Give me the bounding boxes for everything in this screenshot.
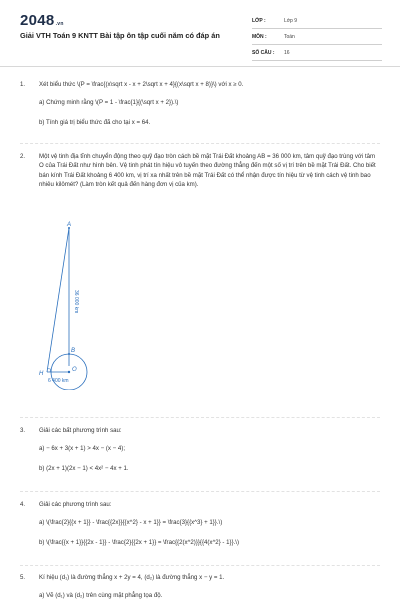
- divider: [20, 417, 380, 418]
- question-2: [20, 152, 380, 197]
- document-meta: [252, 15, 382, 63]
- question-number: 4.: [20, 501, 26, 508]
- satellite-diagram: [33, 220, 113, 390]
- label-h: H: [39, 371, 44, 377]
- question-text: Kí hiệu (d₁) là đường thẳng x + 2y = 4, (d₂) là đường thẳng x − y = 1.: [39, 574, 225, 581]
- question-text: Một vệ tinh địa tĩnh chuyển động theo quỹ đạo tròn cách bề mặt Trái Đất khoảng AB = 36 000 km, tâm quỹ đạo trùng với tâm O của Trái Đất như hình bên. Vệ tinh phát tín hiệu vô tuyến theo đường thẳng đến một số vị trí trên bề mặt Trái Đất. Cho biết bán kính Trái Đất khoảng 6 400 km, vị trí xa nhất trên bề mặt Trái Đất có thể nhận được tín hiệu từ vệ tinh cách vệ tinh bao nhiêu kilômét? (Làm tròn kết quả đến hàng đơn vị của km).: [39, 153, 376, 189]
- document-title: Giải VTH Toán 9 KNTT Bài tập ôn tập cuối năm có đáp án: [20, 31, 220, 40]
- question-5: [20, 573, 380, 600]
- meta-value: 16: [284, 50, 290, 56]
- question-number: 5.: [20, 574, 26, 581]
- question-text: Giải các bất phương trình sau:: [39, 427, 122, 434]
- meta-row-question-count: [252, 47, 382, 61]
- meta-key: LỚP :: [252, 18, 266, 24]
- document-header: [0, 0, 400, 67]
- meta-row-subject: [252, 31, 382, 45]
- question-4: [20, 500, 380, 557]
- question-3: [20, 426, 380, 483]
- meta-value: Lớp 9: [284, 18, 298, 24]
- meta-key: MÔN :: [252, 34, 267, 40]
- right-angle-mark: [48, 369, 51, 372]
- label-b: B: [71, 348, 76, 354]
- point-b: [68, 353, 70, 355]
- question-part-a: a) Chứng minh rằng \(P = 1 - \frac{1}{(\sqrt x + 2}).\): [39, 99, 179, 107]
- divider: [20, 565, 380, 566]
- question-part-b: b) Tính giá trị biểu thức đã cho tại x = 64.: [39, 118, 151, 126]
- radius-length-label: 6 400 km: [48, 378, 69, 384]
- logo-text: 2048: [20, 12, 55, 29]
- label-a: A: [67, 222, 72, 228]
- divider: [20, 143, 380, 144]
- question-part-b: b) \(\frac{{x + 1}}{{2x - 1}} - \frac{2}{{2x + 1}} = \frac{{2(x^2)}}{{4(x^2} - 1}}.\): [39, 538, 240, 546]
- site-logo[interactable]: [20, 12, 64, 29]
- question-part-b: b) (2x + 1)(2x − 1) < 4x² − 4x + 1.: [39, 464, 129, 472]
- meta-row-grade: [252, 15, 382, 29]
- divider: [20, 491, 380, 492]
- question-part-a: a) \(\frac{2}{{x + 1}} - \frac{{2x}}{{x^2} - x + 1}} = \frac{3}{{x^3} + 1}}.\): [39, 519, 223, 527]
- line-ah: [47, 228, 69, 372]
- logo-suffix: .vn: [55, 21, 64, 27]
- question-part-a: a) − 6x + 3(x + 1) > 4x − (x − 4);: [39, 445, 126, 453]
- question-number: 1.: [20, 81, 26, 88]
- question-text: Giải các phương trình sau:: [39, 501, 112, 508]
- question-text: Xét biểu thức \(P = \frac{(x\sqrt x - x + 2\sqrt x + 4}{(x\sqrt x + 8)}\) với x ≥ 0.: [39, 81, 244, 88]
- question-number: 3.: [20, 427, 26, 434]
- question-part-a: a) Vẽ (d₁) và (d₂) trên cùng mặt phẳng tọa độ.: [39, 592, 163, 600]
- question-number: 2.: [20, 153, 26, 160]
- satellite-figure: [33, 220, 113, 390]
- label-o: O: [72, 367, 77, 373]
- length-ab-label: 36 000 km: [73, 290, 79, 314]
- question-1: [20, 80, 380, 137]
- center-point-o: [68, 371, 70, 373]
- meta-value: Toán: [284, 34, 295, 40]
- meta-key: SỐ CÂU :: [252, 50, 275, 56]
